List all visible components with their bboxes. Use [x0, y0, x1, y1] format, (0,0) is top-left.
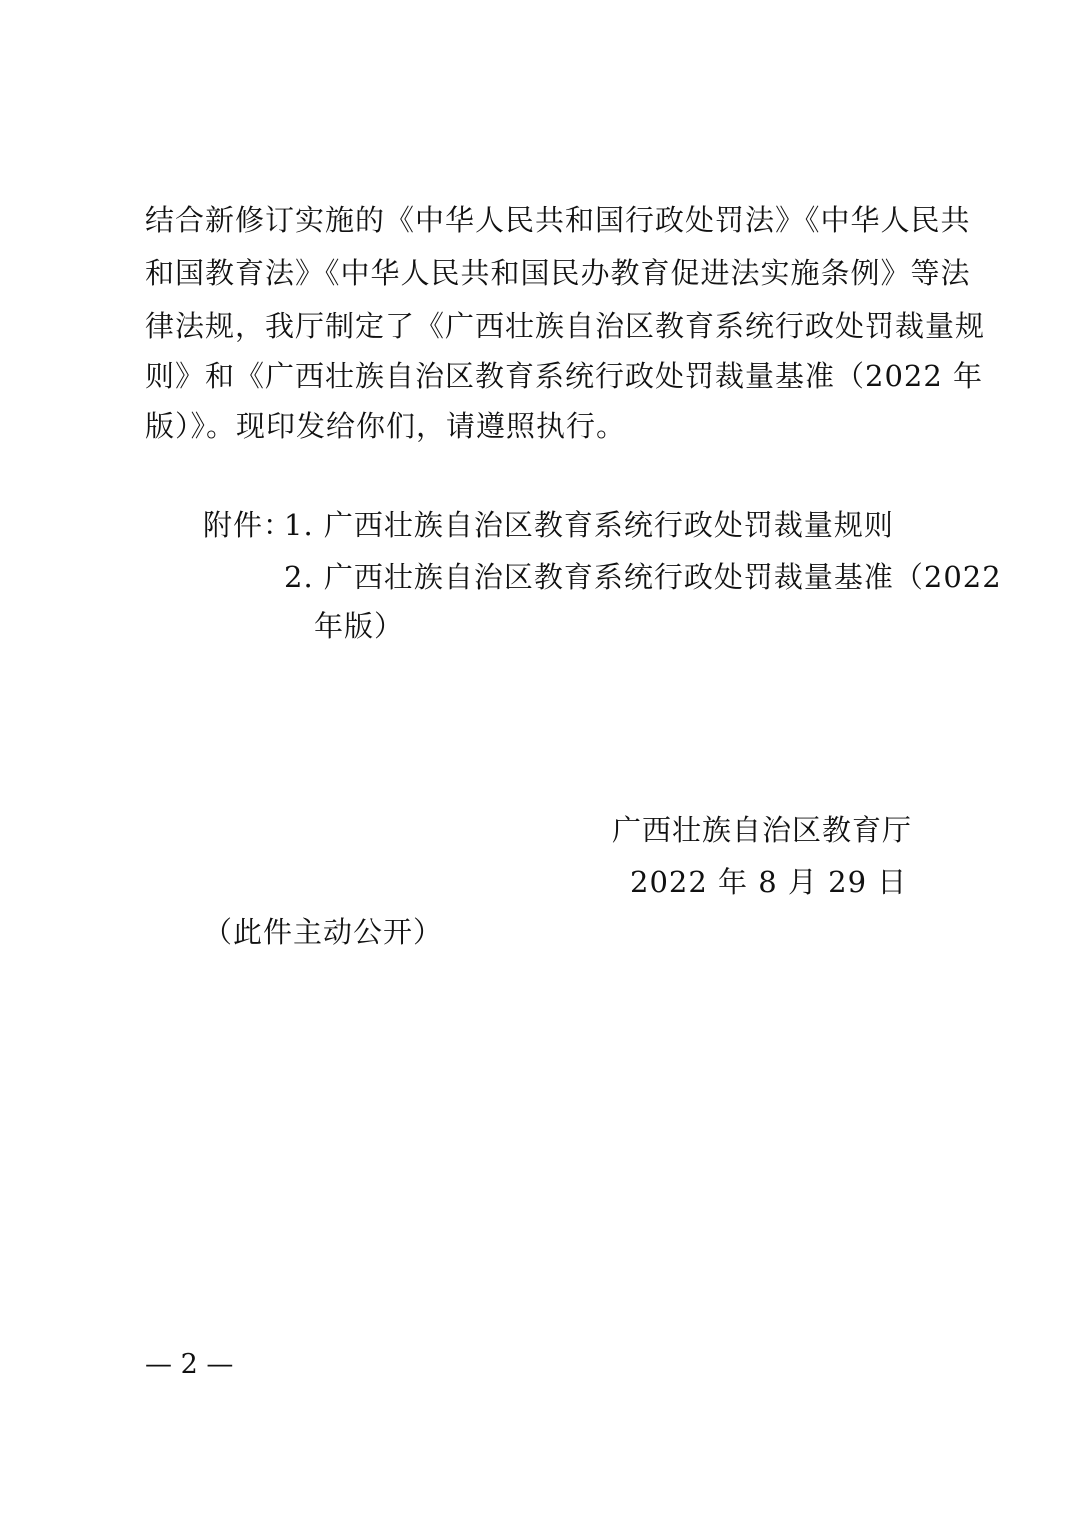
attachments-label: 附件：: [203, 508, 294, 542]
public-disclosure-note: （此件主动公开）: [203, 915, 444, 949]
page-number: — 2 —: [145, 1349, 234, 1380]
issuing-organization: 广西壮族自治区教育厅: [612, 813, 913, 847]
attachment-item-1: 1. 广西壮族自治区教育系统行政处罚裁量规则: [284, 508, 894, 542]
body-paragraph-line-1: 结合新修订实施的《中华人民共和国行政处罚法》《中华人民共: [145, 203, 971, 237]
body-paragraph-line-3: 律法规，我厅制定了《广西壮族自治区教育系统行政处罚裁量规: [145, 309, 986, 343]
body-paragraph-line-2: 和国教育法》《中华人民共和国民办教育促进法实施条例》等法: [145, 256, 971, 290]
attachment-item-2-continuation: 年版）: [314, 609, 405, 643]
body-paragraph-line-5: 版）》。现印发给你们，请遵照执行。: [145, 409, 627, 443]
body-paragraph-line-4: 则》和《广西壮族自治区教育系统行政处罚裁量基准（2022 年: [145, 359, 984, 393]
attachment-item-2: 2. 广西壮族自治区教育系统行政处罚裁量基准（2022: [284, 560, 1002, 594]
issue-date: 2022 年 8 月 29 日: [630, 865, 908, 899]
